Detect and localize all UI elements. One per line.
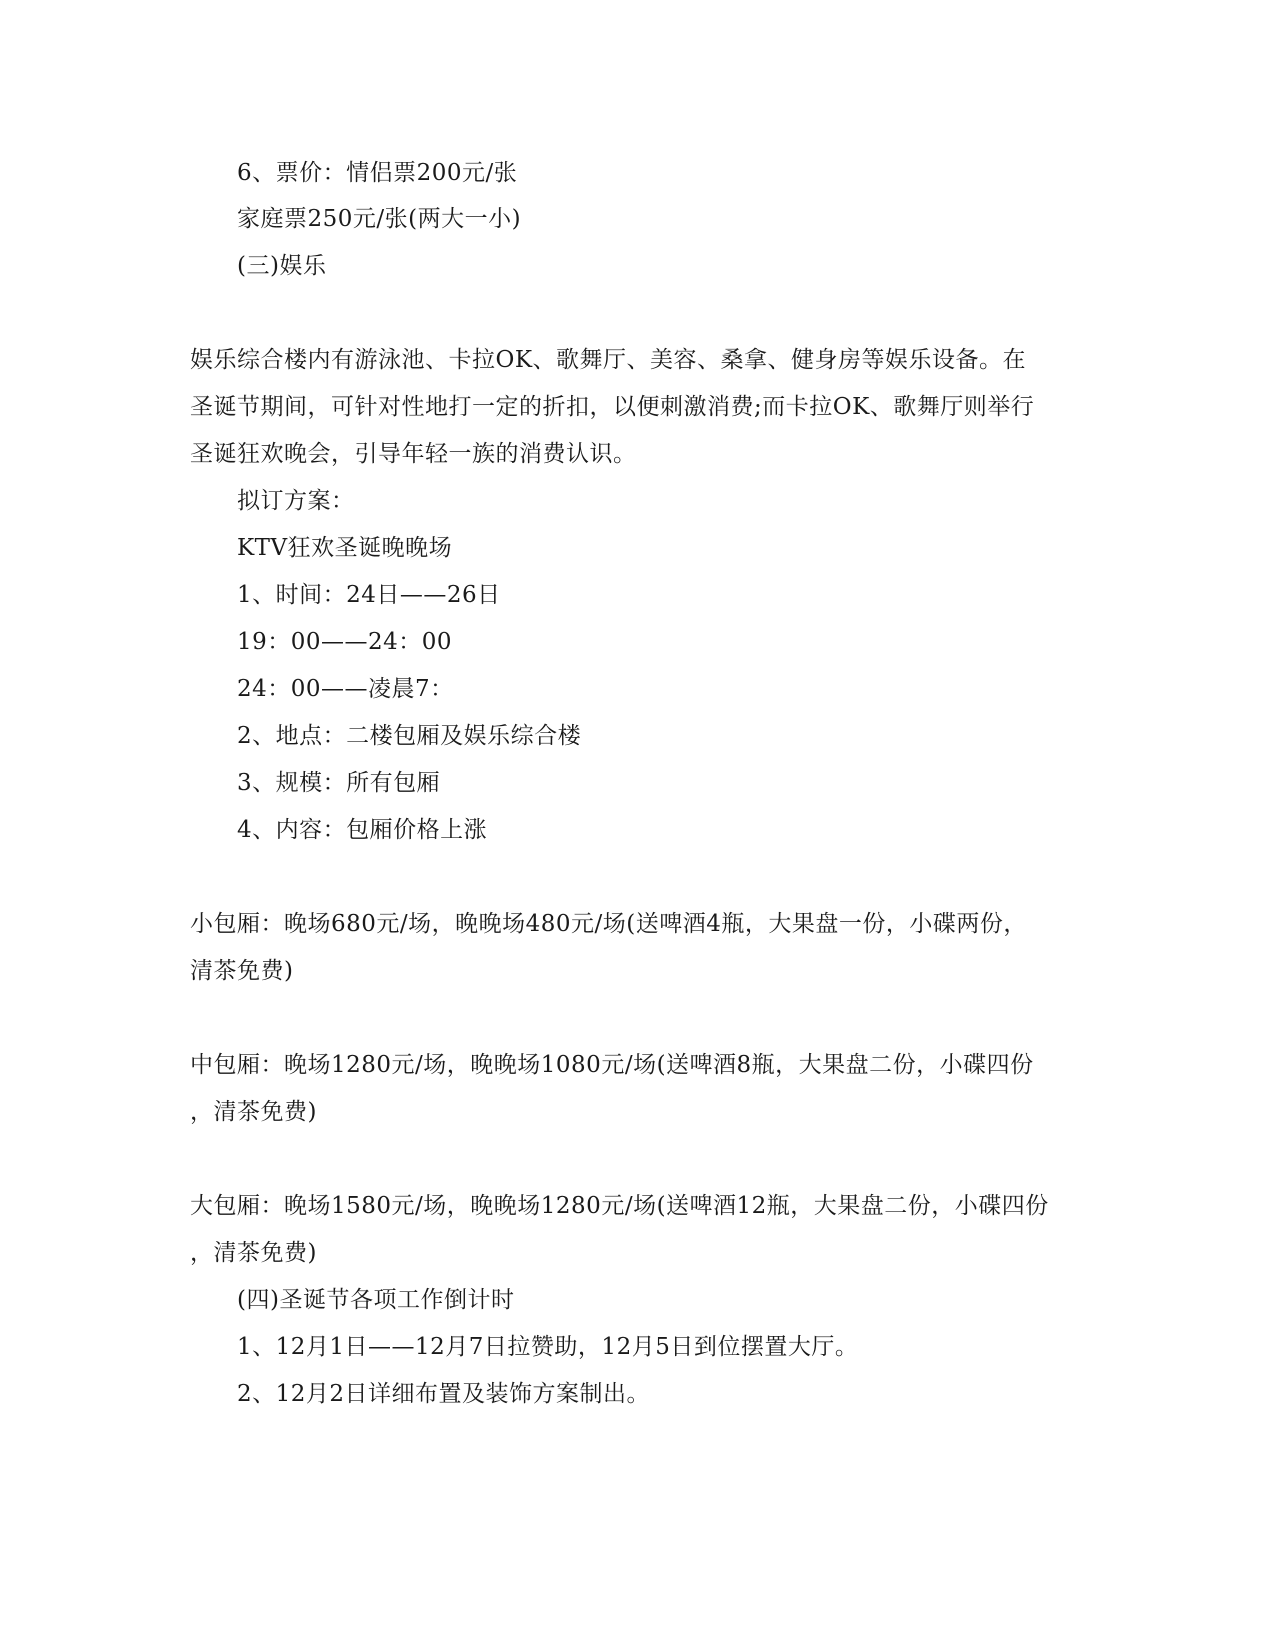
- large-room-price-line: ，清茶免费): [190, 1240, 317, 1266]
- plan-item-content: 4、内容：包厢价格上涨: [237, 817, 488, 843]
- plan-item-scale: 3、规模：所有包厢: [237, 770, 441, 796]
- small-room-price-line: 清茶免费): [190, 958, 294, 984]
- medium-room-price-line: 中包厢：晚场1280元/场，晚晚场1080元/场(送啤酒8瓶，大果盘二份，小碟四份: [190, 1052, 1034, 1078]
- plan-heading: 拟订方案：: [237, 488, 355, 514]
- medium-room-price-line: ，清茶免费): [190, 1099, 317, 1125]
- section-heading-countdown: (四)圣诞节各项工作倒计时: [237, 1287, 515, 1313]
- ticket-price-line: 6、票价：情侣票200元/张: [237, 160, 518, 186]
- countdown-item: 1、12月1日——12月7日拉赞助，12月5日到位摆置大厅。: [237, 1334, 859, 1360]
- paragraph-line: 圣诞节期间，可针对性地打一定的折扣，以便刺激消费;而卡拉OK、歌舞厅则举行: [190, 394, 1035, 420]
- family-ticket-line: 家庭票250元/张(两大一小): [237, 206, 522, 232]
- paragraph-line: 圣诞狂欢晚会，引导年轻一族的消费认识。: [190, 441, 637, 467]
- small-room-price-line: 小包厢：晚场680元/场，晚晚场480元/场(送啤酒4瓶，大果盘一份，小碟两份，: [190, 911, 1027, 937]
- large-room-price-line: 大包厢：晚场1580元/场，晚晚场1280元/场(送啤酒12瓶，大果盘二份，小碟四份: [190, 1193, 1049, 1219]
- plan-title: KTV狂欢圣诞晚晚场: [237, 535, 453, 561]
- plan-item-time-slot: 24：00——凌晨7：: [237, 676, 454, 702]
- countdown-item: 2、12月2日详细布置及装饰方案制出。: [237, 1381, 651, 1407]
- section-heading-entertainment: (三)娱乐: [237, 253, 327, 279]
- plan-item-time: 1、时间：24日——26日: [237, 582, 501, 608]
- plan-item-time-slot: 19：00——24：00: [237, 629, 453, 655]
- paragraph-line: 娱乐综合楼内有游泳池、卡拉OK、歌舞厅、美容、桑拿、健身房等娱乐设备。在: [190, 347, 1027, 373]
- plan-item-location: 2、地点：二楼包厢及娱乐综合楼: [237, 723, 582, 749]
